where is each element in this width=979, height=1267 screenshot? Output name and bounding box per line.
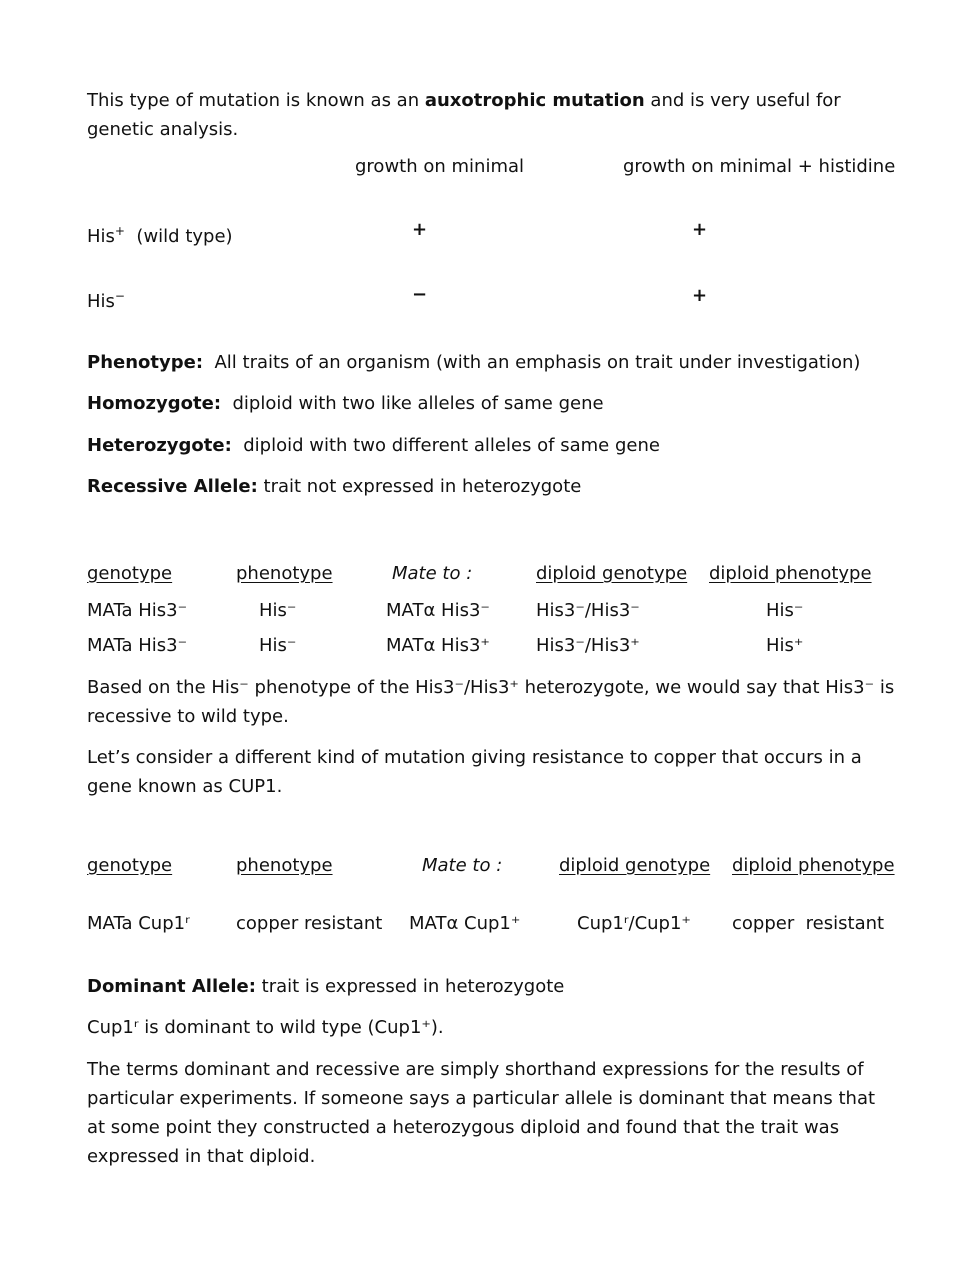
cup-dominant-statement: Cup1ʳ is dominant to wild type (Cup1⁺). [87, 1017, 444, 1038]
closing-paragraph: The terms dominant and recessive are simply shorthand expressions for the results of particular experiments. If someone says a particular allele is dominant that means that at some point they constructed a heterozygous diploid and found that the trait was expressed in that diploid. [87, 1059, 876, 1167]
growth-row-his-minus-label: His− [87, 289, 125, 312]
his-row1-phenotype: His⁻ [259, 600, 297, 621]
intro-paragraph [87, 86, 897, 144]
definition-heterozygote: Heterozygote: diploid with two different alleles of same gene [87, 435, 660, 456]
definition-phenotype: Phenotype: All traits of an organism (with an emphasis on trait under investigation) [87, 352, 861, 373]
his-row2-genotype: MATa His3⁻ [87, 635, 188, 656]
definition-recessive-allele: Recessive Allele: trait not expressed in heterozygote [87, 476, 582, 497]
his-conclusion-paragraph: Based on the His⁻ phenotype of the His3⁻/His3⁺ heterozygote, we would say that His3⁻ is recessive to wild type. [87, 677, 895, 727]
his-row2-diploid-genotype: His3⁻/His3⁺ [536, 635, 640, 656]
cup-header-genotype: genotype [87, 855, 173, 876]
his-row2-diploid-phenotype: His⁺ [766, 635, 804, 656]
cup-header-phenotype: phenotype [236, 855, 333, 876]
intro-text-after: and is very useful for genetic analysis. [87, 90, 841, 140]
his-row1-genotype: MATa His3⁻ [87, 600, 188, 621]
cup-row-phenotype: copper resistant [236, 913, 383, 934]
his-header-phenotype: phenotype [236, 563, 333, 584]
growth-his-minus-minimal: − [412, 284, 428, 305]
his-header-mate-to: Mate to : [392, 563, 473, 584]
his-row2-phenotype: His⁻ [259, 635, 297, 656]
cup-header-mate-to: Mate to : [422, 855, 503, 876]
cup-row-diploid-phenotype: copper resistant [732, 913, 885, 934]
his-row1-mate: MATα His3⁻ [386, 600, 490, 621]
his-header-diploid-phenotype: diploid phenotype [709, 563, 872, 584]
definition-dominant-allele: Dominant Allele: trait is expressed in heterozygote [87, 976, 565, 997]
copper-intro-paragraph: Let’s consider a different kind of mutation giving resistance to copper that occurs in a gene known as CUP1. [87, 747, 862, 797]
cup-row-diploid-genotype: Cup1ʳ/Cup1⁺ [577, 913, 691, 934]
intro-text-before: This type of mutation is known as an [87, 90, 425, 111]
cup-header-diploid-genotype: diploid genotype [559, 855, 711, 876]
his-row2-mate: MATα His3⁺ [386, 635, 490, 656]
cup-header-diploid-phenotype: diploid phenotype [732, 855, 895, 876]
growth-col-minimal-histidine: growth on minimal + histidine [623, 156, 896, 177]
definition-homozygote: Homozygote: diploid with two like alleles of same gene [87, 393, 604, 414]
cup-row-genotype: MATa Cup1ʳ [87, 913, 190, 934]
auxotrophic-term: auxotrophic mutation [424, 90, 645, 111]
growth-wild-type-minimal-his: + [692, 219, 708, 240]
growth-his-minus-minimal-his: + [692, 285, 708, 306]
growth-wild-type-minimal: + [412, 219, 428, 240]
his-row1-diploid-genotype: His3⁻/His3⁻ [536, 600, 640, 621]
his-header-genotype: genotype [87, 563, 173, 584]
his-header-diploid-genotype: diploid genotype [536, 563, 688, 584]
growth-row-wild-type-label: His+ (wild type) [87, 224, 233, 247]
cup-row-mate: MATα Cup1⁺ [409, 913, 521, 934]
growth-col-minimal: growth on minimal [355, 156, 525, 177]
his-row1-diploid-phenotype: His⁻ [766, 600, 804, 621]
